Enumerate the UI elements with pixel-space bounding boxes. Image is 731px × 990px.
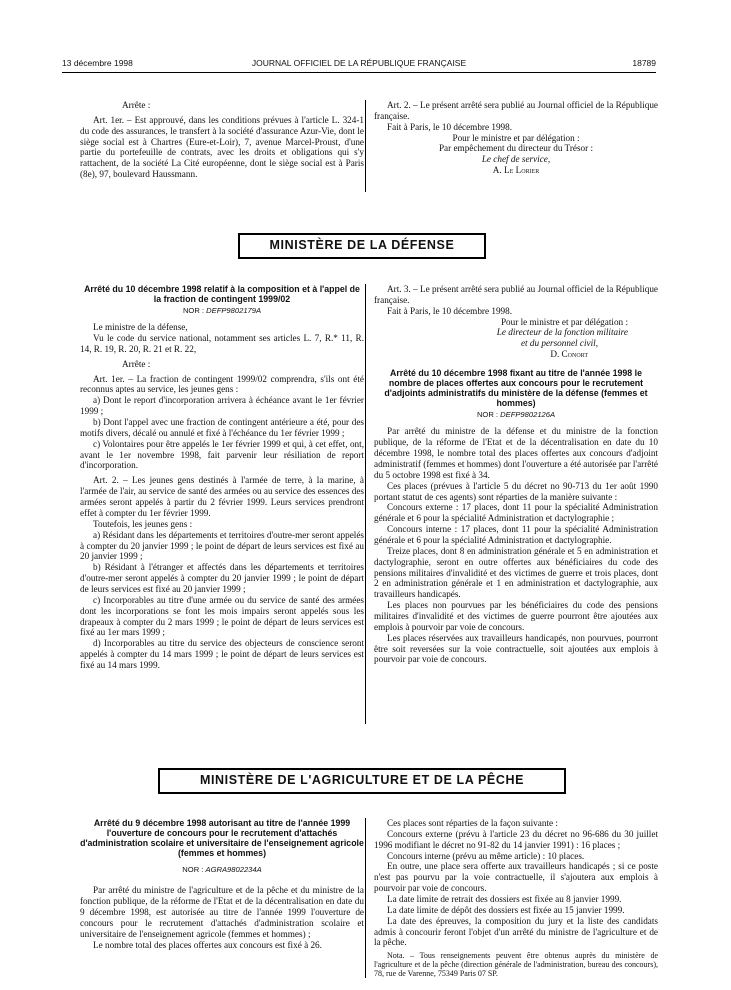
- para: La date limite de dépôt des dossiers est fixée au 15 janvier 1999.: [387, 904, 625, 915]
- top-sig-2: Par empêchement du directeur du Trésor :: [438, 143, 594, 154]
- top-sig-1: Pour le ministre et par délégation :: [452, 132, 580, 143]
- para: Ces places (prévues à l'article 5 du décret no 90-713 du 1er août 1990 portant statut de ces agents) sont réparties de la manière suivante :: [374, 480, 658, 502]
- para: Concours externe (prévu à l'article 23 du décret no 96-686 du 30 juillet 1996 modifiant le décret no 91-82 du 14 janvier 1991) : 16 places ;: [374, 828, 658, 850]
- top-article-2: Art. 2. – Le présent arrêté sera publié au Journal officiel de la République française.: [374, 100, 658, 121]
- para: La date limite de retrait des dossiers est fixée au 8 janvier 1999.: [387, 894, 622, 905]
- ministry-heading-agriculture: [158, 768, 566, 794]
- nor-code: AGRA9802234A: [205, 865, 262, 875]
- defense-sig-1: Pour le ministre et par délégation :: [500, 316, 628, 327]
- top-right-column: [374, 100, 658, 176]
- para: Le nombre total des places offertes aux concours est fixé à 26.: [93, 939, 322, 950]
- page-header: [62, 58, 656, 73]
- para: a) Dont le report d'incorporation arrivera à échéance avant le 1er février 1999 ;: [80, 395, 364, 417]
- para: c) Volontaires pour être appelés le 1er février 1999 et qui, à cet effet, ont, avant le 1er novembre 1998, fait parvenir leur résiliation de report d'incorporation.: [80, 438, 364, 471]
- header-journal-title: JOURNAL OFFICIEL DE LA RÉPUBLIQUE FRANÇAISE: [251, 58, 467, 68]
- agriculture-nota: Nota. – Tous renseignements peuvent être obtenus auprès du ministère de l'agriculture et de la pêche (direction générale de l'administration, bureau des concours), 78, rue de Varenne, 75349 Paris 07 SP.: [374, 951, 658, 978]
- nor-code: DEFP9802179A: [206, 306, 262, 316]
- nor-code: DEFP9802126A: [500, 410, 556, 420]
- defense-2-nor: [374, 411, 658, 420]
- column-divider: [365, 284, 366, 724]
- defense-sig-2: Le directeur de la fonction militaire: [496, 327, 628, 338]
- para: Concours interne : 17 places, dont 11 pour la spécialité Administration générale et 6 pour la spécialité Administration et dactylographie.: [374, 524, 658, 545]
- defense-decree-title: Arrêté du 10 décembre 1998 relatif à la composition et à l'appel de la fraction de contingent 1999/02: [84, 284, 360, 305]
- defense-sig-name: D. Conort: [550, 349, 588, 360]
- defense-article-3: Art. 3. – Le présent arrêté sera publié au Journal officiel de la République française.: [374, 284, 658, 305]
- para: a) Résidant dans les départements et territoires d'outre-mer seront appelés à compter du 20 janvier 1999 ; le point de départ de leurs services est fixé au 20 janvier 1999 ;: [80, 529, 364, 562]
- defense-fait: Fait à Paris, le 10 décembre 1998.: [387, 305, 513, 316]
- nor-label: NOR :: [182, 306, 205, 316]
- para: b) Dont l'appel avec une fraction de contingent antérieure a été, pour des motifs divers, décalé ou annulé et fixé à l'échéance du 1er février 1999 ;: [80, 417, 364, 438]
- para: Arrête :: [122, 358, 151, 369]
- para: Concours externe : 17 places, dont 11 pour la spécialité Administration générale et 6 pour la spécialité Administration et dactylographie ;: [374, 502, 658, 524]
- defense-decree-2-title: Arrêté du 10 décembre 1998 fixant au titre de l'année 1998 le nombre de places offertes aux concours pour le recrutement d'adjoints administratifs du ministère de la défense (femmes et hommes): [384, 368, 648, 409]
- para: b) Résidant à l'étranger et affectés dans les départements et territoires d'outre-mer seront appelés à compter du 20 janvier 1999 ; le point de départ de leurs services est fixé au 20 janvier 1999 ;: [80, 562, 364, 594]
- para: Le ministre de la défense,: [93, 322, 188, 333]
- header-date: 13 décembre 1998: [62, 58, 133, 68]
- para: Treize places, dont 8 en administration générale et 5 en administration et dactylographie, seront en outre offertes aux bénéficiaires du code des pensions militaires d'invalidité et des victimes de guerre et trois places, dont 2 en administration générale et 1 en administration et dactylographie, aux travailleurs handicapés.: [374, 545, 658, 600]
- defense-right-column: [374, 284, 658, 665]
- para: Par arrêté du ministre de l'agriculture et de la pêche et du ministre de la fonction publique, de la réforme de l'Etat et de la décentralisation en date du 9 décembre 1998, est autorisée au titre de l'année 1999 l'ouverture de concours pour le recrutement d'attachés d'administration scolaire et universitaire de l'enseignement agricole (femmes et hommes) ;: [80, 885, 364, 939]
- top-arrete: Arrête :: [122, 100, 151, 110]
- top-fait: Fait à Paris, le 10 décembre 1998.: [387, 121, 513, 132]
- ministry-heading-defense-text: MINISTÈRE DE LA DÉFENSE: [269, 238, 455, 252]
- para: Art. 2. – Les jeunes gens destinés à l'armée de terre, à la marine, à l'armée de l'air, au service de santé des armées ou au service des essences des armées seront appelés à partir du 2 février 1999. Leurs services prendront effet à compter du 1er février 1999.: [80, 475, 364, 518]
- top-left-column: [80, 100, 364, 180]
- para: Par arrêté du ministre de la défense et du ministre de la fonction publique, de la réforme de l'Etat et de la décentralisation en date du 10 décembre 1998, le nombre total des places offertes aux concours d'adjoint administratif (femmes et hommes) dont l'ouverture a été autorisée par l'arrêté du 5 octobre 1998 est fixé à 34.: [374, 426, 658, 480]
- para: Les places réservées aux travailleurs handicapés, non pourvues, pourront être soit reversées sur la voie contractuelle, soit ajoutées aux emplois à pourvoir par voie de concours.: [374, 632, 658, 665]
- ministry-heading-defense: [238, 233, 486, 259]
- para: Toutefois, les jeunes gens :: [93, 518, 193, 529]
- agriculture-decree-title: Arrêté du 9 décembre 1998 autorisant au titre de l'année 1999 l'ouverture de concours pour le recrutement d'attachés d'administration scolaire et universitaire de l'enseignement agricole (femmes et hommes): [80, 818, 364, 859]
- para: Vu le code du service national, notamment ses articles L. 7, R.* 11, R. 14, R. 19, R. 20, R. 21 et R. 22,: [80, 333, 364, 354]
- ministry-heading-agriculture-text: MINISTÈRE DE L'AGRICULTURE ET DE LA PÊCHE: [199, 773, 525, 787]
- column-divider: [365, 100, 366, 192]
- para: En outre, une place sera offerte aux travailleurs handicapés ; si ce poste n'est pas pourvu par la voie contractuelle, il s'ajoutera aux emplois à pourvoir par voie de concours.: [374, 861, 658, 894]
- para: Les places non pourvues par les bénéficiaires du code des pensions militaires d'invalidité et des victimes de guerre pourront être ajoutées aux emplois à pourvoir par voie de concours.: [374, 600, 658, 632]
- para: Art. 1er. – La fraction de contingent 1999/02 comprendra, s'ils ont été reconnus aptes au service, les jeunes gens :: [80, 373, 364, 395]
- top-sig-name: A. Le Lorier: [492, 165, 540, 176]
- para: c) Incorporables au titre d'une armée ou du service de santé des armées dont les incorporations se font les mois impairs seront appelés sous les drapeaux à compter du 2 mars 1999 ; le point de départ de leurs services est fixé au 1er mars 1999 ;: [80, 594, 364, 638]
- para: La date des épreuves, la composition du jury et la liste des candidats admis à concourir feront l'objet d'un arrêté du ministre de l'agriculture et de la pêche.: [374, 915, 658, 948]
- agriculture-nor: [80, 866, 364, 875]
- top-article-1: Art. 1er. – Est approuvé, dans les conditions prévues à l'article L. 324-1 du code des assurances, le transfert à la société d'assurance Azur-Vie, dont le siège social est à Chartres (Eure-et-Loir), 7, avenue Marcel-Proust, d'une partie du portefeuille de contrats, avec les droits et obligations qui s'y rattachent, de la société La Cité européenne, dont le siège social est à Paris (8e), 97, boulevard Haussmann.: [80, 114, 364, 180]
- column-divider: [365, 818, 366, 978]
- nor-label: NOR :: [476, 410, 499, 420]
- header-page-number: 18789: [632, 58, 656, 68]
- nor-label: NOR :: [182, 865, 204, 875]
- defense-left-column: [80, 284, 364, 671]
- para: d) Incorporables au titre du service des objecteurs de conscience seront appelés à compter du 14 mars 1999 ; le point de départ de leurs services est fixé au 14 mars 1999.: [80, 638, 364, 670]
- agriculture-left-column: [80, 818, 364, 951]
- defense-nor: [80, 307, 364, 316]
- top-sig-3: Le chef de service,: [481, 154, 551, 165]
- para: Concours interne (prévu au même article) : 10 places.: [387, 850, 585, 861]
- defense-sig-3: et du personnel civil,: [520, 338, 598, 349]
- para: Ces places sont réparties de la façon suivante :: [387, 818, 558, 828]
- agriculture-right-column: [374, 818, 658, 979]
